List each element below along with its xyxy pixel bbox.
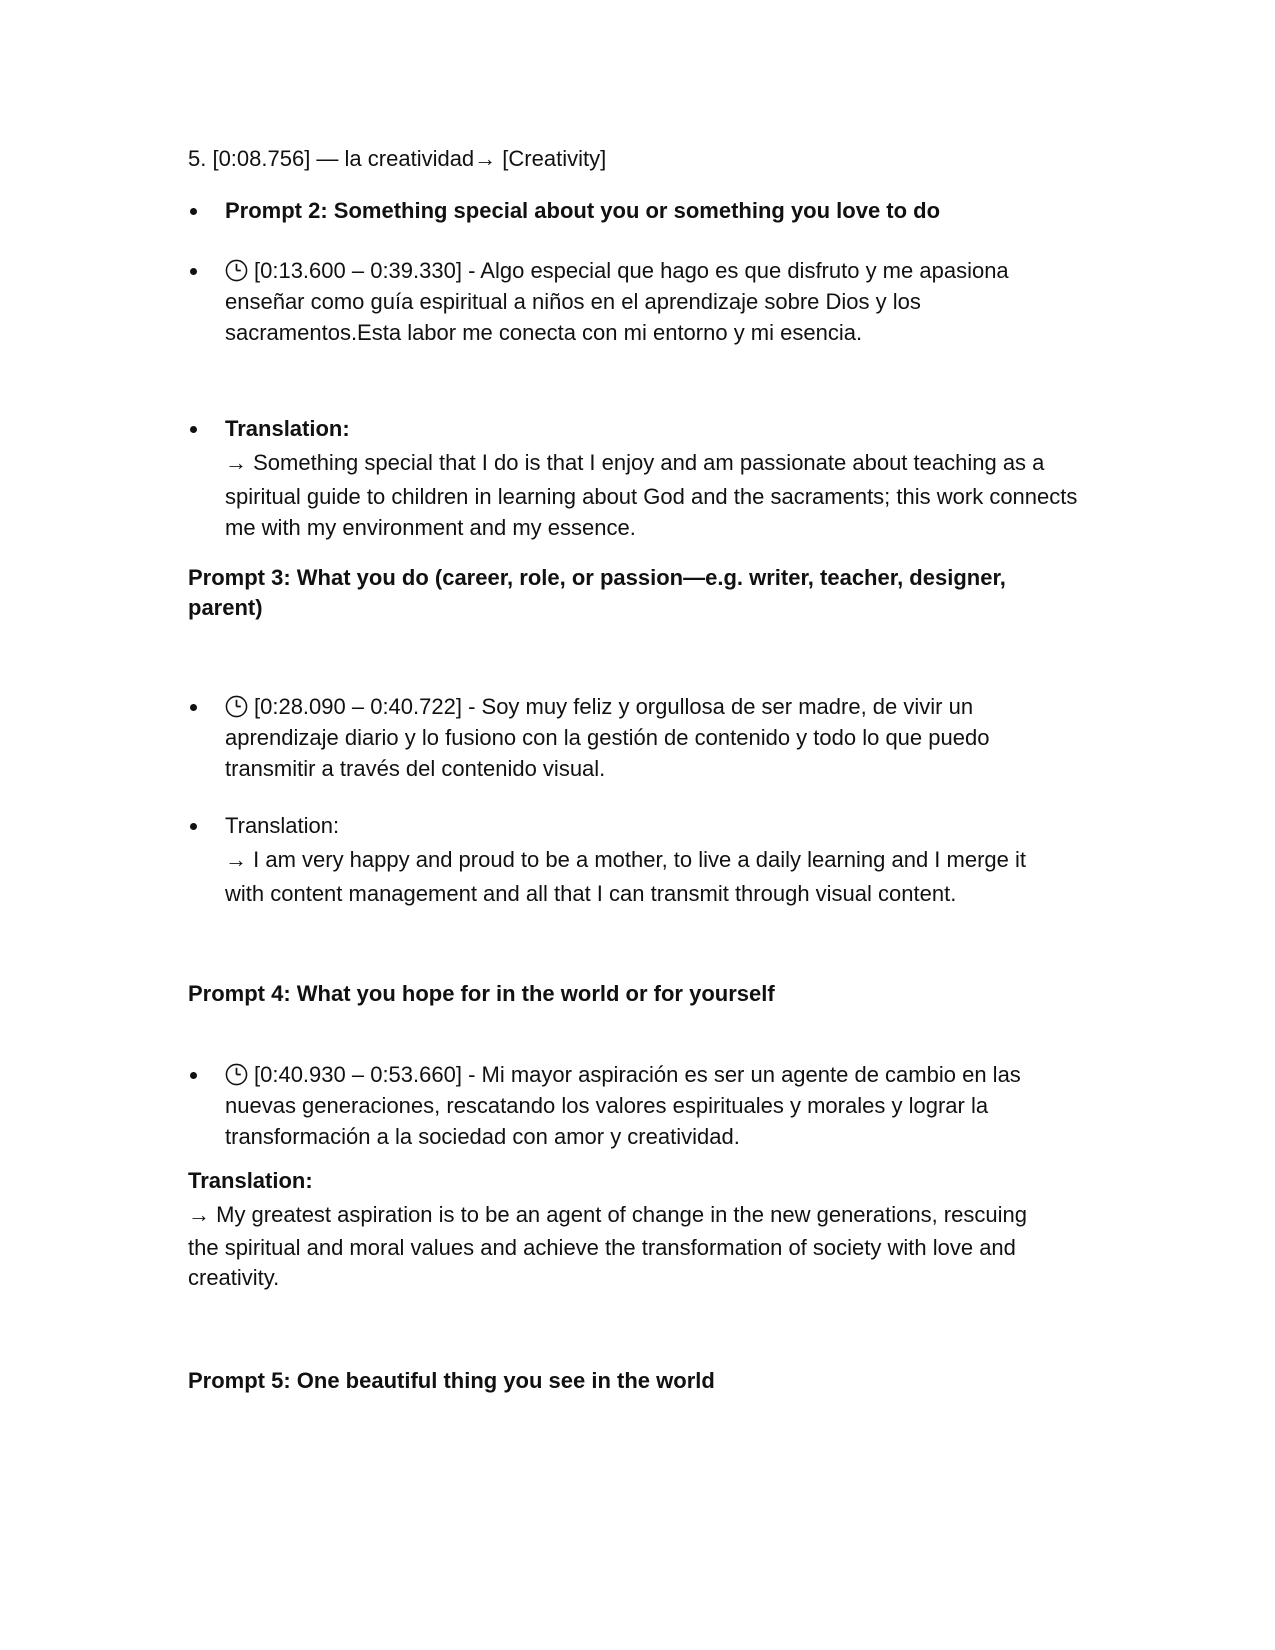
prompt-5-heading: Prompt 5: One beautiful thing you see in the world: [188, 1368, 715, 1393]
prompt-3-translation: [225, 810, 1085, 909]
translation-text-line-1: → I am very happy and proud to be a mother, to live a daily learning and I merge it: [225, 847, 1027, 872]
bullet: [190, 426, 197, 433]
prompt-3-spanish-text: - Soy muy feliz y orgullosa de ser madre, de vivir un aprendizaje diario y lo fusiono con la gestión de contenido y todo lo que puedo transmitir a través del contenido visual.: [225, 694, 990, 781]
translation-text-rest: the spiritual and moral values and achieve the transformation of society with love and creativity.: [188, 1235, 1016, 1290]
bullet: [190, 208, 197, 215]
prompt-4-heading: Prompt 4: What you hope for in the world or for yourself: [188, 981, 775, 1006]
clock-icon: [225, 695, 248, 718]
prompt-3-timestamp: [0:28.090 – 0:40.722]: [254, 694, 462, 719]
translation-label: Translation:: [225, 813, 340, 838]
prompt-2-transcript-item: [188, 255, 1128, 348]
clock-icon: [225, 259, 248, 282]
prompt-3-transcript-item: [188, 691, 1128, 784]
clock-icon: [225, 1063, 248, 1086]
translation-text-line-1: → My greatest aspiration is to be an agent of change in the new generations, rescuing: [188, 1202, 1027, 1227]
prompt-2-translation: [225, 413, 1085, 543]
translation-text-rest: with content management and all that I can transmit through visual content.: [225, 881, 957, 906]
numbered-line-5: 5. [0:08.756] — la creatividad→ [Creativity]: [188, 146, 607, 171]
prompt-4-transcript-item: [188, 1059, 1128, 1152]
prompt-3-translation-item: [188, 810, 1128, 909]
bullet: [190, 1072, 197, 1079]
translation-text-rest: spiritual guide to children in learning about God and the sacraments; this work connects me with my environment and my essence.: [225, 484, 1078, 540]
prompt-4-timestamp: [0:40.930 – 0:53.660]: [254, 1062, 462, 1087]
prompt-4-spanish-text: - Mi mayor aspiración es ser un agente de cambio en las nuevas generaciones, rescatando los valores espirituales y morales y lograr la transformación a la sociedad con amor y creatividad.: [225, 1062, 1021, 1149]
prompt-2-spanish-text: - Algo especial que hago es que disfruto y me apasiona enseñar como guía espiritual a niños en el aprendizaje sobre Dios y los sacramentos.Esta labor me conecta con mi entorno y mi esencia.: [225, 258, 1009, 345]
prompt-4-translation: [188, 1166, 1048, 1293]
prompt-3-heading: Prompt 3: What you do (career, role, or passion—e.g. writer, teacher, designer, parent): [188, 565, 1006, 620]
prompt-4-transcript: [225, 1059, 1035, 1152]
translation-label: Translation:: [188, 1168, 313, 1193]
prompt-2-heading: Prompt 2: Something special about you or something you love to do: [225, 198, 941, 223]
prompt-2-timestamp: [0:13.600 – 0:39.330]: [254, 258, 462, 283]
bullet: [190, 704, 197, 711]
prompt-2-translation-item: [188, 413, 1128, 543]
prompt-2-heading-item: [188, 195, 1128, 226]
translation-label: Translation:: [225, 416, 350, 441]
prompt-2-transcript: [225, 255, 1035, 348]
bullet: [190, 268, 197, 275]
bullet: [190, 823, 197, 830]
translation-text-line-1: → Something special that I do is that I enjoy and am passionate about teaching as a: [225, 450, 1045, 475]
prompt-3-transcript: [225, 691, 1025, 784]
